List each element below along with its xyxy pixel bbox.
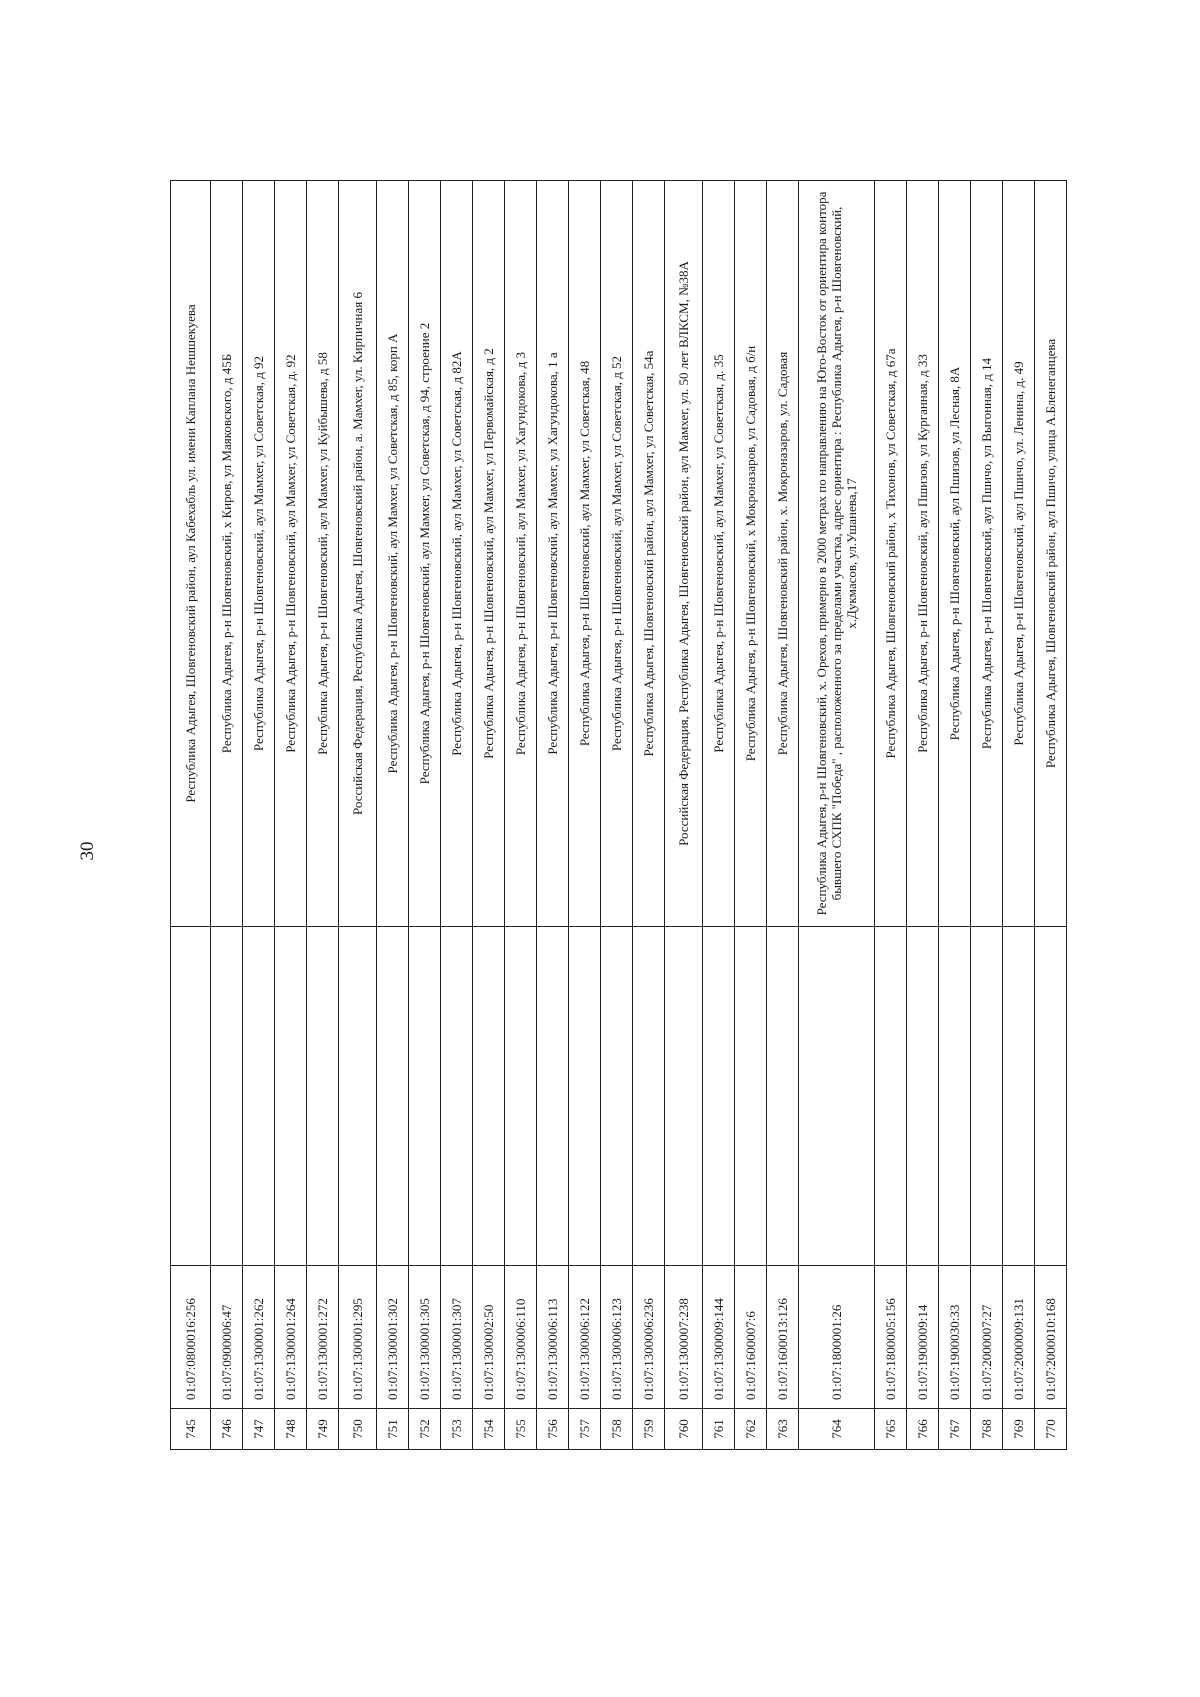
row-number-cell: 750 [339, 1409, 377, 1450]
table-row [377, 181, 409, 1450]
address-cell: Республика Адыгея, р-н Шовгеновский, аул Мамхег, ул Первомайская, д 2 [473, 181, 505, 927]
empty-cell [1003, 927, 1035, 1266]
address-cell: Республика Адыгея, р-н Шовгеновский, аул Мамхег, ул Хагундокова, 1 а [537, 181, 569, 927]
address-cell: Республика Адыгея, р-н Шовгеновский, х. Орехов, примерно в 2000 метрах по направлению на Юго-Восток от ориентира контора бывшего СХПК "Победа" , расположенного за пределами участка, адрес ориентира : Республика Адыгея, р-н Шовгеновский, х.Дукмасов, ул.Ушанева,17 [799, 181, 875, 927]
cadastral-number-cell: 01:07:1300002:50 [473, 1266, 505, 1409]
address-cell: Республика Адыгея, Шовгеновский район, аул Кабехабль ул. имени Каплана Нешшекуева [171, 181, 211, 927]
row-number-cell: 766 [907, 1409, 939, 1450]
address-cell: Российская Федерация, Республика Адыгея, Шовгеновский район, аул Мамхег, ул. 50 лет ВЛКСМ, №38А [665, 181, 703, 927]
table-row [907, 181, 939, 1450]
row-number-cell: 756 [537, 1409, 569, 1450]
cadastral-number-cell: 01:07:1300001:302 [377, 1266, 409, 1409]
address-cell: Республика Адыгея, р-н Шовгеновский, аул Мамхег, ул Советская, 48 [569, 181, 601, 927]
row-number-cell: 761 [703, 1409, 735, 1450]
address-cell: Республика Адыгея, р-н Шовгеновский, аул Мамхег, ул Советская, д 94, строение 2 [409, 181, 441, 927]
empty-cell [799, 927, 875, 1266]
cadastral-number-cell: 01:07:1900030:33 [939, 1266, 971, 1409]
table-row [505, 181, 537, 1450]
table-row [211, 181, 243, 1450]
row-number-cell: 769 [1003, 1409, 1035, 1450]
table-row [473, 181, 505, 1450]
table-rotated-container [170, 180, 1096, 1450]
address-cell: Республика Адыгея, р-н Шовгеновский, аул Пшизов, ул Курганная, д 33 [907, 181, 939, 927]
table-row [799, 181, 875, 1450]
table-row [569, 181, 601, 1450]
table-row [703, 181, 735, 1450]
empty-cell [939, 927, 971, 1266]
empty-cell [633, 927, 665, 1266]
cadastral-number-cell: 01:07:1300001:262 [243, 1266, 275, 1409]
row-number-cell: 763 [767, 1409, 799, 1450]
cadastral-number-cell: 01:07:2000007:27 [971, 1266, 1003, 1409]
table-row [441, 181, 473, 1450]
row-number-cell: 758 [601, 1409, 633, 1450]
empty-cell [275, 927, 307, 1266]
cadastral-number-cell: 01:07:1800005:156 [875, 1266, 907, 1409]
address-cell: Республика Адыгея, р-н Шовгеновский, аул Мамхег, ул Советская, д 82А [441, 181, 473, 927]
row-number-cell: 747 [243, 1409, 275, 1450]
table-row [875, 181, 907, 1450]
row-number-cell: 755 [505, 1409, 537, 1450]
cadastral-number-cell: 01:07:2000010:168 [1035, 1266, 1067, 1409]
row-number-cell: 770 [1035, 1409, 1067, 1450]
empty-cell [307, 927, 339, 1266]
row-number-cell: 764 [799, 1409, 875, 1450]
cadastral-number-cell: 01:07:1300006:122 [569, 1266, 601, 1409]
address-cell: Республика Адыгея, р-н Шовгеновский, аул Мамхег, ул Советская, д. 35 [703, 181, 735, 927]
row-number-cell: 757 [569, 1409, 601, 1450]
cadastral-number-cell: 01:07:0900006:47 [211, 1266, 243, 1409]
row-number-cell: 760 [665, 1409, 703, 1450]
address-cell: Республика Адыгея, р-н Шовгеновский, аул Мамхег, ул Хагундокова, д 3 [505, 181, 537, 927]
empty-cell [767, 927, 799, 1266]
cadastral-number-cell: 01:07:1300001:295 [339, 1266, 377, 1409]
row-number-cell: 748 [275, 1409, 307, 1450]
empty-cell [735, 927, 767, 1266]
row-number-cell: 754 [473, 1409, 505, 1450]
page-number: 30 [77, 841, 98, 861]
empty-cell [569, 927, 601, 1266]
address-cell: Республика Адыгея, р-н Шовгеновский, аул Мамхег, ул Советская, д. 92 [275, 181, 307, 927]
row-number-cell: 765 [875, 1409, 907, 1450]
empty-cell [171, 927, 211, 1266]
cadastral-number-cell: 01:07:1300009:144 [703, 1266, 735, 1409]
table-row [633, 181, 665, 1450]
address-cell: Республика Адыгея, р-н Шовгеновский, аул Мамхег, ул Советская, д 52 [601, 181, 633, 927]
table-row [1003, 181, 1035, 1450]
table-row [409, 181, 441, 1450]
cadastral-number-cell: 01:07:0800016:256 [171, 1266, 211, 1409]
empty-cell [537, 927, 569, 1266]
address-cell: Республика Адыгея, Шовгеновский район, аул Пшичо, улица А.Бленеганцева [1035, 181, 1067, 927]
row-number-cell: 768 [971, 1409, 1003, 1450]
cadastral-number-cell: 01:07:1600013:126 [767, 1266, 799, 1409]
row-number-cell: 751 [377, 1409, 409, 1450]
cadastral-number-cell: 01:07:2000009:131 [1003, 1266, 1035, 1409]
row-number-cell: 749 [307, 1409, 339, 1450]
table-row [243, 181, 275, 1450]
address-cell: Республика Адыгея, Шовгеновский район, х Тихонов, ул Советская, д 67а [875, 181, 907, 927]
table-row [171, 181, 211, 1450]
empty-cell [473, 927, 505, 1266]
address-cell: Республика Адыгея, р-н Шовгеновский, аул Мамхег, ул Советская, д 92 [243, 181, 275, 927]
table-row [665, 181, 703, 1450]
row-number-cell: 767 [939, 1409, 971, 1450]
cadastral-number-cell: 01:07:1300006:236 [633, 1266, 665, 1409]
address-cell: Республика Адыгея, р-н Шовгеновский, х Мокроназаров, ул Садовая, д б/н [735, 181, 767, 927]
cadastral-number-cell: 01:07:1300001:264 [275, 1266, 307, 1409]
table-row [339, 181, 377, 1450]
address-cell: Российская Федерация, Республика Адыгея, Шовгеновский район, а. Мамхег, ул. Кирпичная 6 [339, 181, 377, 927]
address-cell: Республика Адыгея, р-н Шовгеновский, аул Пшизов, ул Лесная, 8А [939, 181, 971, 927]
address-cell: Республика Адыгея, Шовгеновский район, аул Мамхег, ул Советская, 54а [633, 181, 665, 927]
cadastral-number-cell: 01:07:1300006:123 [601, 1266, 633, 1409]
empty-cell [971, 927, 1003, 1266]
table-row [1035, 181, 1067, 1450]
empty-cell [601, 927, 633, 1266]
cadastral-number-cell: 01:07:1300006:110 [505, 1266, 537, 1409]
address-cell: Республика Адыгея, р-н Шовгеновский, аул Мамхег, ул Куйбышева, д 58 [307, 181, 339, 927]
table-body [171, 181, 1067, 1450]
row-number-cell: 752 [409, 1409, 441, 1450]
empty-cell [339, 927, 377, 1266]
empty-cell [1035, 927, 1067, 1266]
address-cell: Республика Адыгея, Шовгеновский район, х. Мокроназаров, ул. Садовая [767, 181, 799, 927]
empty-cell [703, 927, 735, 1266]
empty-cell [441, 927, 473, 1266]
cadastral-number-cell: 01:07:1300001:307 [441, 1266, 473, 1409]
address-cell: Республика Адыгея, р-н Шовгеновский, аул Пшичо, ул Выгонная, д 14 [971, 181, 1003, 927]
empty-cell [243, 927, 275, 1266]
table-row [537, 181, 569, 1450]
cadastral-number-cell: 01:07:1300007:238 [665, 1266, 703, 1409]
row-number-cell: 746 [211, 1409, 243, 1450]
land-registry-table [170, 180, 1067, 1450]
table-row [601, 181, 633, 1450]
address-cell: Республика Адыгея, р-н Шовгеновский, аул Мамхег, ул Советская, д 85, корп А [377, 181, 409, 927]
table-row [939, 181, 971, 1450]
cadastral-number-cell: 01:07:1300006:113 [537, 1266, 569, 1409]
table-row [971, 181, 1003, 1450]
cadastral-number-cell: 01:07:1600007:6 [735, 1266, 767, 1409]
cadastral-number-cell: 01:07:1300001:272 [307, 1266, 339, 1409]
empty-cell [665, 927, 703, 1266]
empty-cell [409, 927, 441, 1266]
empty-cell [211, 927, 243, 1266]
empty-cell [907, 927, 939, 1266]
cadastral-number-cell: 01:07:1900009:14 [907, 1266, 939, 1409]
row-number-cell: 762 [735, 1409, 767, 1450]
address-cell: Республика Адыгея, р-н Шовгеновский, аул Пшичо, ул. Ленина, д. 49 [1003, 181, 1035, 927]
empty-cell [875, 927, 907, 1266]
cadastral-number-cell: 01:07:1800001:26 [799, 1266, 875, 1409]
table-row [307, 181, 339, 1450]
address-cell: Республика Адыгея, р-н Шовгеновский, х Киров, ул Маяковского, д 45Б [211, 181, 243, 927]
cadastral-number-cell: 01:07:1300001:305 [409, 1266, 441, 1409]
table-row [735, 181, 767, 1450]
row-number-cell: 753 [441, 1409, 473, 1450]
empty-cell [505, 927, 537, 1266]
table-row [767, 181, 799, 1450]
table-row [275, 181, 307, 1450]
row-number-cell: 759 [633, 1409, 665, 1450]
empty-cell [377, 927, 409, 1266]
row-number-cell: 745 [171, 1409, 211, 1450]
